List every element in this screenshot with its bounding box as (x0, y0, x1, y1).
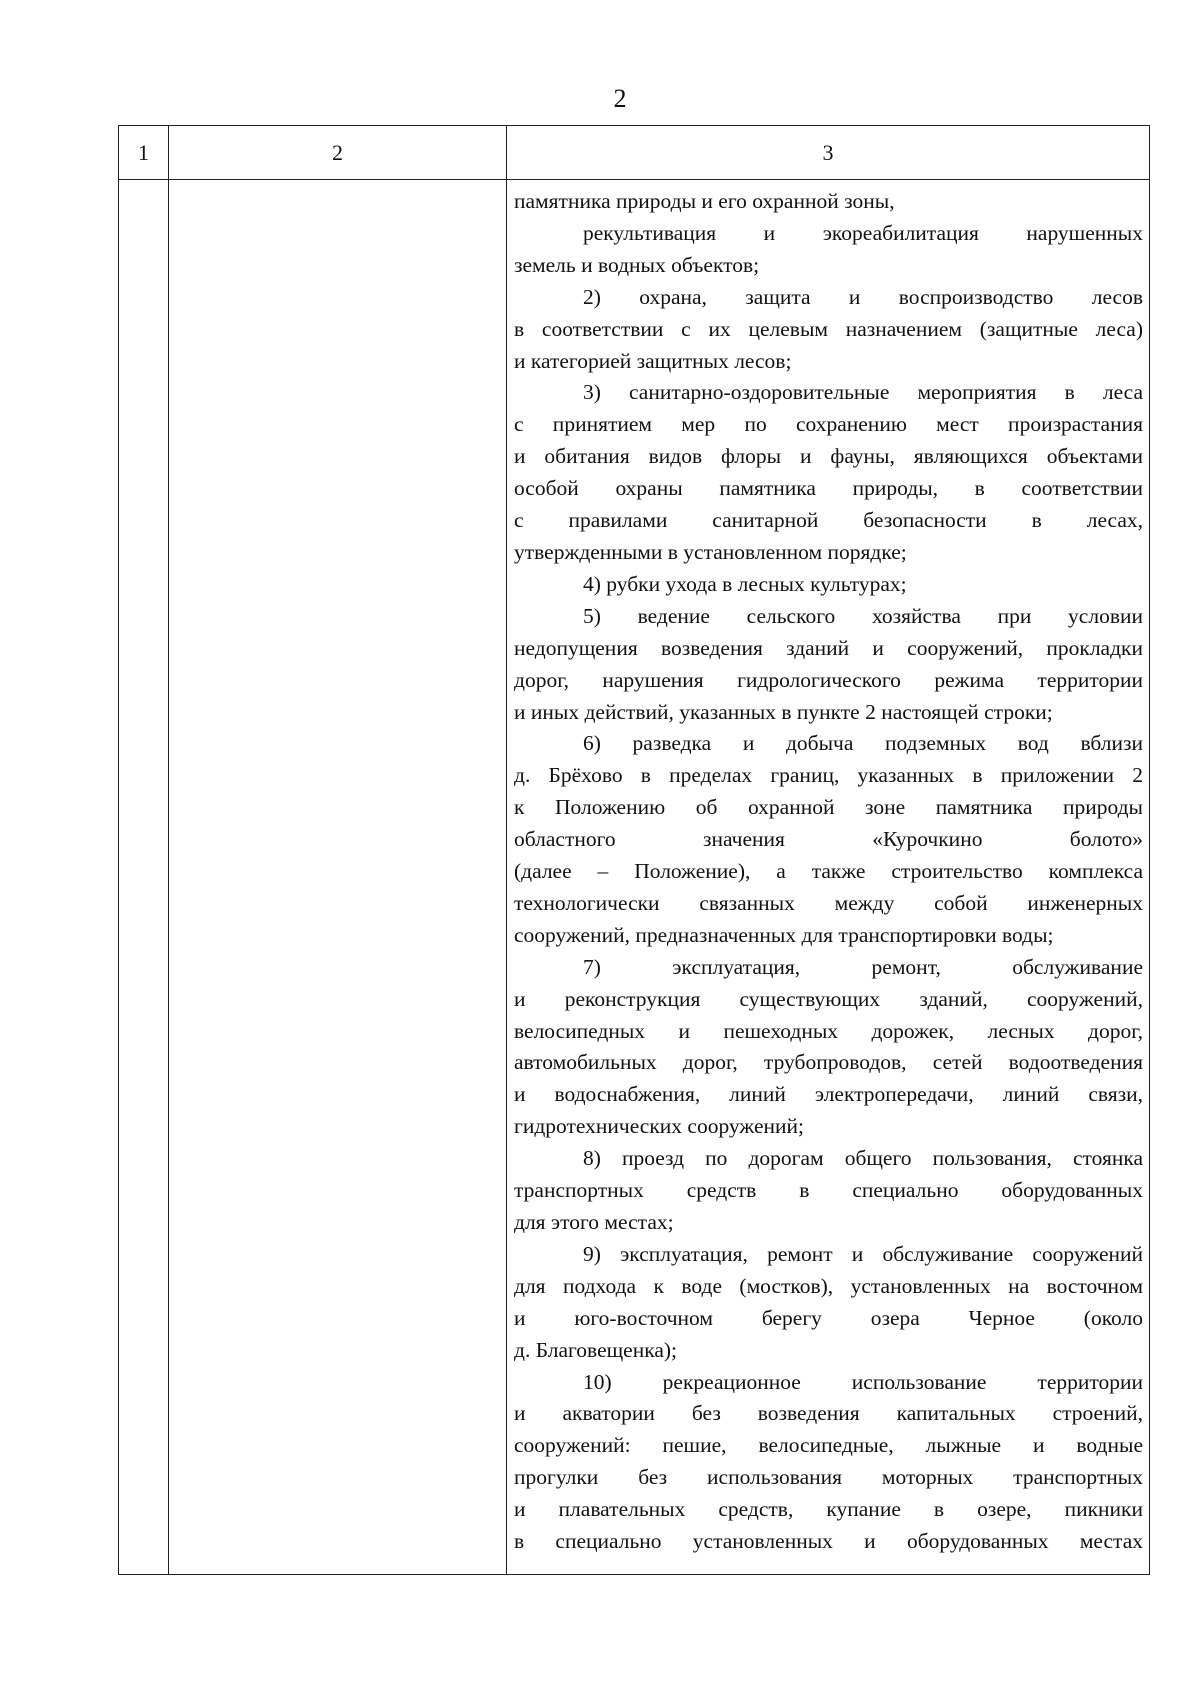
column-header-2: 2 (169, 126, 507, 180)
column-header-3: 3 (507, 126, 1150, 180)
text-line: в специально установленных и оборудованных местах (514, 1529, 1143, 1554)
text-line: технологически связанных между собой инженерных (514, 890, 1143, 915)
text-line: недопущения возведения зданий и сооружений, прокладки (514, 635, 1143, 660)
text-line: областного значения «Курочкино болото» (514, 827, 1143, 852)
text-line: с принятием мер по сохранению мест произрастания (514, 412, 1143, 437)
text-line: к Положению об охранной зоне памятника природы (514, 795, 1143, 820)
column-header-1: 1 (119, 126, 169, 180)
text-line: прогулки без использования моторных транспортных (514, 1465, 1143, 1490)
table-body-row (119, 180, 1150, 1575)
text-line: 7) эксплуатация, ремонт, обслуживание (583, 954, 1143, 979)
text-line: и иных действий, указанных в пункте 2 настоящей строки; (514, 699, 1053, 724)
text-line: для этого местах; (514, 1210, 674, 1234)
regulation-table (118, 125, 1150, 1575)
text-line: с правилами санитарной безопасности в лесах, (514, 508, 1143, 533)
text-line: особой охраны памятника природы, в соответствии (514, 476, 1143, 501)
provision-text (514, 186, 1143, 1558)
text-line: и водоснабжения, линий электропередачи, линий связи, (514, 1082, 1143, 1107)
column-3-cell (507, 180, 1150, 1575)
text-line: 3) санитарно-оздоровительные мероприятия в леса (583, 380, 1143, 405)
text-line: дорог, нарушения гидрологического режима территории (514, 667, 1143, 692)
text-line: (далее – Положение), а также строительство комплекса (514, 859, 1143, 884)
column-2-cell (169, 180, 507, 1575)
text-line: и акватории без возведения капитальных строений, (514, 1401, 1143, 1426)
text-line: 4) рубки ухода в лесных культурах; (583, 571, 907, 596)
text-line: автомобильных дорог, трубопроводов, сетей водоотведения (514, 1050, 1143, 1075)
text-line: земель и водных объектов; (514, 252, 760, 277)
text-line: и юго-восточном берегу озера Черное (около (514, 1305, 1143, 1330)
text-line: утвержденными в установленном порядке; (514, 539, 907, 564)
text-line: 2) охрана, защита и воспроизводство лесов (583, 284, 1143, 309)
text-line: д. Благовещенка); (514, 1337, 678, 1362)
text-line: памятника природы и его охранной зоны, (514, 189, 895, 213)
text-line: 6) разведка и добыча подземных вод вблизи (583, 731, 1143, 756)
text-line: и обитания видов флоры и фауны, являющихся объектами (514, 444, 1143, 469)
text-line: транспортных средств в специально оборудованных (514, 1178, 1143, 1203)
text-line: гидротехнических сооружений; (514, 1114, 804, 1139)
text-line: и категорией защитных лесов; (514, 348, 792, 373)
text-line: 8) проезд по дорогам общего пользования, стоянка (583, 1146, 1143, 1171)
text-line: и реконструкция существующих зданий, сооружений, (514, 986, 1143, 1011)
text-line: сооружений: пешие, велосипедные, лыжные и водные (514, 1433, 1143, 1458)
text-line: 10) рекреационное использование территории (583, 1369, 1143, 1394)
text-line: 5) ведение сельского хозяйства при условии (583, 603, 1143, 628)
column-1-cell (119, 180, 169, 1575)
table-header-row (119, 126, 1150, 180)
text-line: и плавательных средств, купание в озере, пикники (514, 1497, 1143, 1522)
text-line: д. Брёхово в пределах границ, указанных в приложении 2 (514, 763, 1143, 788)
page-number: 2 (613, 84, 627, 113)
text-line: велосипедных и пешеходных дорожек, лесных дорог, (514, 1018, 1143, 1043)
text-line: 9) эксплуатация, ремонт и обслуживание сооружений (583, 1241, 1143, 1266)
text-line: в соответствии с их целевым назначением (защитные леса) (514, 316, 1143, 341)
text-line: сооружений, предназначенных для транспортировки воды; (514, 922, 1054, 947)
text-line: для подхода к воде (мостков), установленных на восточном (514, 1273, 1143, 1298)
text-line: рекультивация и экореабилитация нарушенных (583, 220, 1143, 245)
